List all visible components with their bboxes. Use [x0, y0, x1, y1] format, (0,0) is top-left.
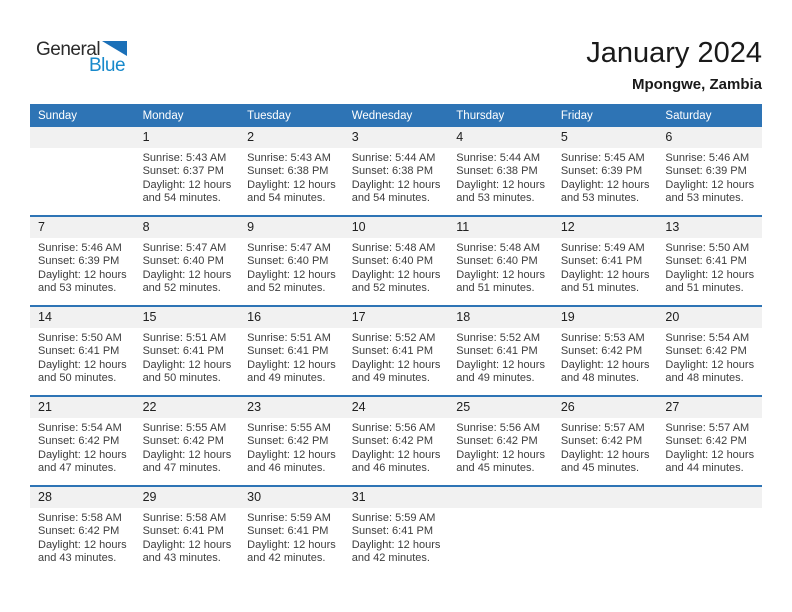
- sunset-line: Sunset: 6:39 PM: [38, 255, 120, 268]
- daylight-line-2: and 53 minutes.: [665, 192, 744, 205]
- daylight-line: Daylight: 12 hours: [665, 268, 755, 281]
- daylight-line-2: and 42 minutes.: [351, 552, 430, 565]
- sunrise-line: Sunrise: 5:46 AM: [38, 242, 122, 254]
- logo-text-blue: Blue: [89, 55, 126, 76]
- sunrise-line: Sunrise: 5:48 AM: [456, 242, 541, 254]
- sunset-line: Sunset: 6:42 PM: [560, 345, 643, 358]
- day-number: 29: [135, 487, 240, 508]
- day-cell-30: [239, 487, 344, 575]
- day-details: [657, 328, 762, 386]
- day-details: [135, 148, 240, 206]
- daylight-line: Daylight: 12 hours: [142, 268, 232, 281]
- daylight-line: Daylight: 12 hours: [351, 358, 441, 371]
- daylight-line-2: and 51 minutes.: [456, 282, 535, 295]
- sunset-line: Sunset: 6:41 PM: [665, 255, 747, 268]
- day-number: 13: [657, 217, 762, 238]
- sunrise-line: Sunrise: 5:43 AM: [142, 152, 227, 164]
- day-details: [135, 418, 240, 476]
- day-cell-21: [30, 397, 135, 485]
- day-details: [135, 328, 240, 386]
- day-number: 8: [135, 217, 240, 238]
- day-number: 10: [344, 217, 449, 238]
- sunrise-line: Sunrise: 5:54 AM: [665, 332, 750, 344]
- daylight-line-2: and 49 minutes.: [351, 372, 430, 385]
- weekday-header-thursday: Thursday: [456, 109, 505, 122]
- day-cell-31: [344, 487, 449, 575]
- daylight-line: Daylight: 12 hours: [560, 268, 650, 281]
- day-number: 18: [448, 307, 553, 328]
- sunrise-line: Sunrise: 5:55 AM: [247, 422, 331, 434]
- sunrise-line: Sunrise: 5:43 AM: [247, 152, 331, 164]
- day-number: 15: [135, 307, 240, 328]
- day-details: [344, 508, 449, 566]
- sunrise-line: Sunrise: 5:52 AM: [351, 332, 436, 344]
- week-row: [30, 395, 762, 485]
- day-number: 4: [448, 127, 553, 148]
- day-details: [135, 508, 240, 566]
- sunrise-line: Sunrise: 5:58 AM: [142, 512, 227, 524]
- sunrise-line: Sunrise: 5:56 AM: [351, 422, 436, 434]
- day-cell-9: [239, 217, 344, 305]
- day-number: 31: [344, 487, 449, 508]
- daylight-line: Daylight: 12 hours: [142, 538, 232, 551]
- daylight-line-2: and 53 minutes.: [560, 192, 640, 205]
- daylight-line: Daylight: 12 hours: [665, 448, 755, 461]
- logo-triangle-icon: [102, 41, 127, 56]
- daylight-line-2: and 45 minutes.: [456, 462, 535, 475]
- sunrise-line: Sunrise: 5:47 AM: [247, 242, 331, 254]
- daylight-line: Daylight: 12 hours: [665, 178, 755, 191]
- sunset-line: Sunset: 6:41 PM: [560, 255, 643, 268]
- day-cell-29: [135, 487, 240, 575]
- day-number: 6: [657, 127, 762, 148]
- daylight-line: Daylight: 12 hours: [351, 178, 441, 191]
- day-details: [553, 148, 658, 206]
- day-details: [657, 148, 762, 206]
- daylight-line: Daylight: 12 hours: [38, 448, 127, 461]
- daylight-line-2: and 52 minutes.: [142, 282, 221, 295]
- sunrise-line: Sunrise: 5:48 AM: [351, 242, 436, 254]
- daylight-line: Daylight: 12 hours: [351, 538, 441, 551]
- day-cell-15: [135, 307, 240, 395]
- day-cell-20: [657, 307, 762, 395]
- day-number: 25: [448, 397, 553, 418]
- sunrise-line: Sunrise: 5:49 AM: [560, 242, 645, 254]
- daylight-line: Daylight: 12 hours: [142, 358, 232, 371]
- day-number: 14: [30, 307, 135, 328]
- daylight-line-2: and 43 minutes.: [142, 552, 221, 565]
- sunrise-line: Sunrise: 5:55 AM: [142, 422, 227, 434]
- day-details: [239, 238, 344, 296]
- daylight-line-2: and 46 minutes.: [247, 462, 326, 475]
- daylight-line-2: and 54 minutes.: [142, 192, 221, 205]
- sunset-line: Sunset: 6:40 PM: [351, 255, 434, 268]
- general-blue-logo: [36, 40, 127, 75]
- sunrise-line: Sunrise: 5:45 AM: [560, 152, 645, 164]
- day-cell-12: [553, 217, 658, 305]
- daylight-line-2: and 53 minutes.: [38, 282, 117, 295]
- daylight-line-2: and 49 minutes.: [456, 372, 535, 385]
- daylight-line: Daylight: 12 hours: [38, 358, 127, 371]
- weekday-header-wednesday: Wednesday: [351, 109, 413, 122]
- sunset-line: Sunset: 6:40 PM: [142, 255, 224, 268]
- day-cell-11: [448, 217, 553, 305]
- day-details: [553, 418, 658, 476]
- day-cell-5: [553, 127, 658, 215]
- day-cell-25: [448, 397, 553, 485]
- day-details: [344, 148, 449, 206]
- day-number: 12: [553, 217, 658, 238]
- daylight-line: Daylight: 12 hours: [456, 268, 545, 281]
- daylight-line-2: and 45 minutes.: [560, 462, 640, 475]
- sunset-line: Sunset: 6:41 PM: [351, 525, 434, 538]
- day-cell-24: [344, 397, 449, 485]
- sunrise-line: Sunrise: 5:51 AM: [142, 332, 227, 344]
- sunrise-line: Sunrise: 5:57 AM: [560, 422, 645, 434]
- weekday-header-friday: Friday: [560, 109, 593, 122]
- day-details: [657, 238, 762, 296]
- daylight-line: Daylight: 12 hours: [247, 178, 336, 191]
- sunset-line: Sunset: 6:37 PM: [142, 165, 224, 178]
- sunrise-line: Sunrise: 5:59 AM: [247, 512, 331, 524]
- day-cell-empty: [30, 127, 135, 215]
- day-number: 5: [553, 127, 658, 148]
- day-details: [239, 418, 344, 476]
- location-subtitle: Mpongwe, Zambia: [631, 76, 762, 93]
- day-cell-empty: [553, 487, 658, 575]
- day-number: 22: [135, 397, 240, 418]
- sunset-line: Sunset: 6:42 PM: [247, 435, 329, 448]
- sunset-line: Sunset: 6:38 PM: [456, 165, 538, 178]
- day-cell-23: [239, 397, 344, 485]
- day-cell-16: [239, 307, 344, 395]
- day-number: 1: [135, 127, 240, 148]
- daylight-line: Daylight: 12 hours: [247, 538, 336, 551]
- weekday-header-tuesday: Tuesday: [247, 109, 291, 122]
- day-details: [30, 418, 135, 476]
- day-details: [657, 508, 762, 512]
- sunset-line: Sunset: 6:42 PM: [351, 435, 434, 448]
- daylight-line-2: and 52 minutes.: [247, 282, 326, 295]
- weekday-header-saturday: Saturday: [665, 109, 712, 122]
- day-number: 9: [239, 217, 344, 238]
- day-number: 17: [344, 307, 449, 328]
- sunset-line: Sunset: 6:42 PM: [456, 435, 538, 448]
- day-details: [344, 238, 449, 296]
- daylight-line-2: and 42 minutes.: [247, 552, 326, 565]
- day-number: 7: [30, 217, 135, 238]
- daylight-line: Daylight: 12 hours: [560, 358, 650, 371]
- day-number: 27: [657, 397, 762, 418]
- day-cell-28: [30, 487, 135, 575]
- day-details: [30, 508, 135, 566]
- day-cell-19: [553, 307, 658, 395]
- sunset-line: Sunset: 6:41 PM: [456, 345, 538, 358]
- day-cell-4: [448, 127, 553, 215]
- sunrise-line: Sunrise: 5:58 AM: [38, 512, 122, 524]
- daylight-line-2: and 48 minutes.: [560, 372, 640, 385]
- day-cell-13: [657, 217, 762, 305]
- daylight-line: Daylight: 12 hours: [456, 178, 545, 191]
- daylight-line-2: and 43 minutes.: [38, 552, 117, 565]
- sunset-line: Sunset: 6:41 PM: [351, 345, 434, 358]
- sunset-line: Sunset: 6:42 PM: [142, 435, 224, 448]
- daylight-line-2: and 49 minutes.: [247, 372, 326, 385]
- week-row: [30, 215, 762, 305]
- day-cell-1: [135, 127, 240, 215]
- daylight-line: Daylight: 12 hours: [456, 448, 545, 461]
- calendar-table: [30, 104, 762, 575]
- daylight-line: Daylight: 12 hours: [142, 448, 232, 461]
- sunset-line: Sunset: 6:41 PM: [247, 525, 329, 538]
- day-details: [239, 328, 344, 386]
- weekday-header-monday: Monday: [142, 109, 184, 122]
- day-details: [239, 508, 344, 566]
- sunset-line: Sunset: 6:41 PM: [142, 525, 224, 538]
- day-details: [657, 418, 762, 476]
- sunset-line: Sunset: 6:42 PM: [665, 345, 747, 358]
- weekday-header-sunday: Sunday: [38, 109, 78, 122]
- day-number: 16: [239, 307, 344, 328]
- day-details: [344, 328, 449, 386]
- day-cell-8: [135, 217, 240, 305]
- day-cell-22: [135, 397, 240, 485]
- sunset-line: Sunset: 6:41 PM: [247, 345, 329, 358]
- daylight-line: Daylight: 12 hours: [142, 178, 232, 191]
- day-cell-empty: [657, 487, 762, 575]
- day-details: [344, 418, 449, 476]
- day-number: 30: [239, 487, 344, 508]
- daylight-line: Daylight: 12 hours: [665, 358, 755, 371]
- day-details: [30, 328, 135, 386]
- calendar-body: [30, 127, 762, 575]
- daylight-line: Daylight: 12 hours: [456, 358, 545, 371]
- daylight-line: Daylight: 12 hours: [38, 268, 127, 281]
- day-number: 11: [448, 217, 553, 238]
- day-cell-17: [344, 307, 449, 395]
- daylight-line: Daylight: 12 hours: [351, 268, 441, 281]
- sunrise-line: Sunrise: 5:50 AM: [38, 332, 122, 344]
- sunset-line: Sunset: 6:38 PM: [351, 165, 434, 178]
- daylight-line-2: and 46 minutes.: [351, 462, 430, 475]
- daylight-line: Daylight: 12 hours: [247, 448, 336, 461]
- sunrise-line: Sunrise: 5:46 AM: [665, 152, 750, 164]
- page-title: January 2024: [586, 37, 762, 69]
- title-block: [586, 36, 762, 93]
- sunset-line: Sunset: 6:42 PM: [665, 435, 747, 448]
- day-cell-26: [553, 397, 658, 485]
- sunrise-line: Sunrise: 5:54 AM: [38, 422, 122, 434]
- daylight-line-2: and 54 minutes.: [351, 192, 430, 205]
- day-details: [553, 508, 658, 512]
- sunrise-line: Sunrise: 5:59 AM: [351, 512, 436, 524]
- day-number: 28: [30, 487, 135, 508]
- daylight-line-2: and 53 minutes.: [456, 192, 535, 205]
- day-number: 3: [344, 127, 449, 148]
- sunrise-line: Sunrise: 5:44 AM: [456, 152, 541, 164]
- day-details: [448, 418, 553, 476]
- day-cell-7: [30, 217, 135, 305]
- week-row: [30, 305, 762, 395]
- logo-text-general: General: [36, 39, 101, 60]
- day-cell-2: [239, 127, 344, 215]
- daylight-line: Daylight: 12 hours: [247, 358, 336, 371]
- sunset-line: Sunset: 6:41 PM: [38, 345, 120, 358]
- week-row: [30, 485, 762, 575]
- daylight-line: Daylight: 12 hours: [560, 448, 650, 461]
- daylight-line-2: and 48 minutes.: [665, 372, 744, 385]
- sunset-line: Sunset: 6:40 PM: [456, 255, 538, 268]
- daylight-line-2: and 50 minutes.: [142, 372, 221, 385]
- sunrise-line: Sunrise: 5:57 AM: [665, 422, 750, 434]
- day-details: [448, 238, 553, 296]
- sunrise-line: Sunrise: 5:51 AM: [247, 332, 331, 344]
- sunset-line: Sunset: 6:42 PM: [38, 435, 120, 448]
- day-details: [448, 148, 553, 206]
- day-cell-27: [657, 397, 762, 485]
- sunset-line: Sunset: 6:40 PM: [247, 255, 329, 268]
- week-row: [30, 127, 762, 215]
- day-number: 21: [30, 397, 135, 418]
- daylight-line-2: and 51 minutes.: [665, 282, 744, 295]
- sunrise-line: Sunrise: 5:50 AM: [665, 242, 750, 254]
- day-details: [239, 148, 344, 206]
- day-cell-empty: [448, 487, 553, 575]
- day-details: [30, 238, 135, 296]
- day-number: [30, 127, 135, 148]
- day-cell-3: [344, 127, 449, 215]
- sunset-line: Sunset: 6:38 PM: [247, 165, 329, 178]
- sunset-line: Sunset: 6:42 PM: [38, 525, 120, 538]
- day-cell-18: [448, 307, 553, 395]
- sunrise-line: Sunrise: 5:56 AM: [456, 422, 541, 434]
- daylight-line-2: and 51 minutes.: [560, 282, 640, 295]
- daylight-line: Daylight: 12 hours: [351, 448, 441, 461]
- sunrise-line: Sunrise: 5:53 AM: [560, 332, 645, 344]
- day-number: 19: [553, 307, 658, 328]
- daylight-line: Daylight: 12 hours: [38, 538, 127, 551]
- daylight-line-2: and 50 minutes.: [38, 372, 117, 385]
- sunrise-line: Sunrise: 5:47 AM: [142, 242, 227, 254]
- day-cell-14: [30, 307, 135, 395]
- day-number: 24: [344, 397, 449, 418]
- daylight-line: Daylight: 12 hours: [247, 268, 336, 281]
- day-details: [553, 238, 658, 296]
- daylight-line-2: and 47 minutes.: [142, 462, 221, 475]
- daylight-line-2: and 54 minutes.: [247, 192, 326, 205]
- sunrise-line: Sunrise: 5:52 AM: [456, 332, 541, 344]
- daylight-line-2: and 44 minutes.: [665, 462, 744, 475]
- sunrise-line: Sunrise: 5:44 AM: [351, 152, 436, 164]
- day-cell-6: [657, 127, 762, 215]
- day-number: [448, 487, 553, 508]
- day-details: [30, 148, 135, 152]
- day-details: [448, 508, 553, 512]
- day-number: 26: [553, 397, 658, 418]
- day-number: 23: [239, 397, 344, 418]
- day-details: [448, 328, 553, 386]
- daylight-line-2: and 47 minutes.: [38, 462, 117, 475]
- sunset-line: Sunset: 6:42 PM: [560, 435, 643, 448]
- daylight-line: Daylight: 12 hours: [560, 178, 650, 191]
- day-details: [135, 238, 240, 296]
- sunset-line: Sunset: 6:39 PM: [560, 165, 643, 178]
- daylight-line-2: and 52 minutes.: [351, 282, 430, 295]
- sunset-line: Sunset: 6:41 PM: [142, 345, 224, 358]
- day-number: [553, 487, 658, 508]
- day-number: 20: [657, 307, 762, 328]
- sunset-line: Sunset: 6:39 PM: [665, 165, 747, 178]
- day-cell-10: [344, 217, 449, 305]
- day-details: [553, 328, 658, 386]
- day-number: [657, 487, 762, 508]
- weekday-header-row: [30, 104, 762, 127]
- day-number: 2: [239, 127, 344, 148]
